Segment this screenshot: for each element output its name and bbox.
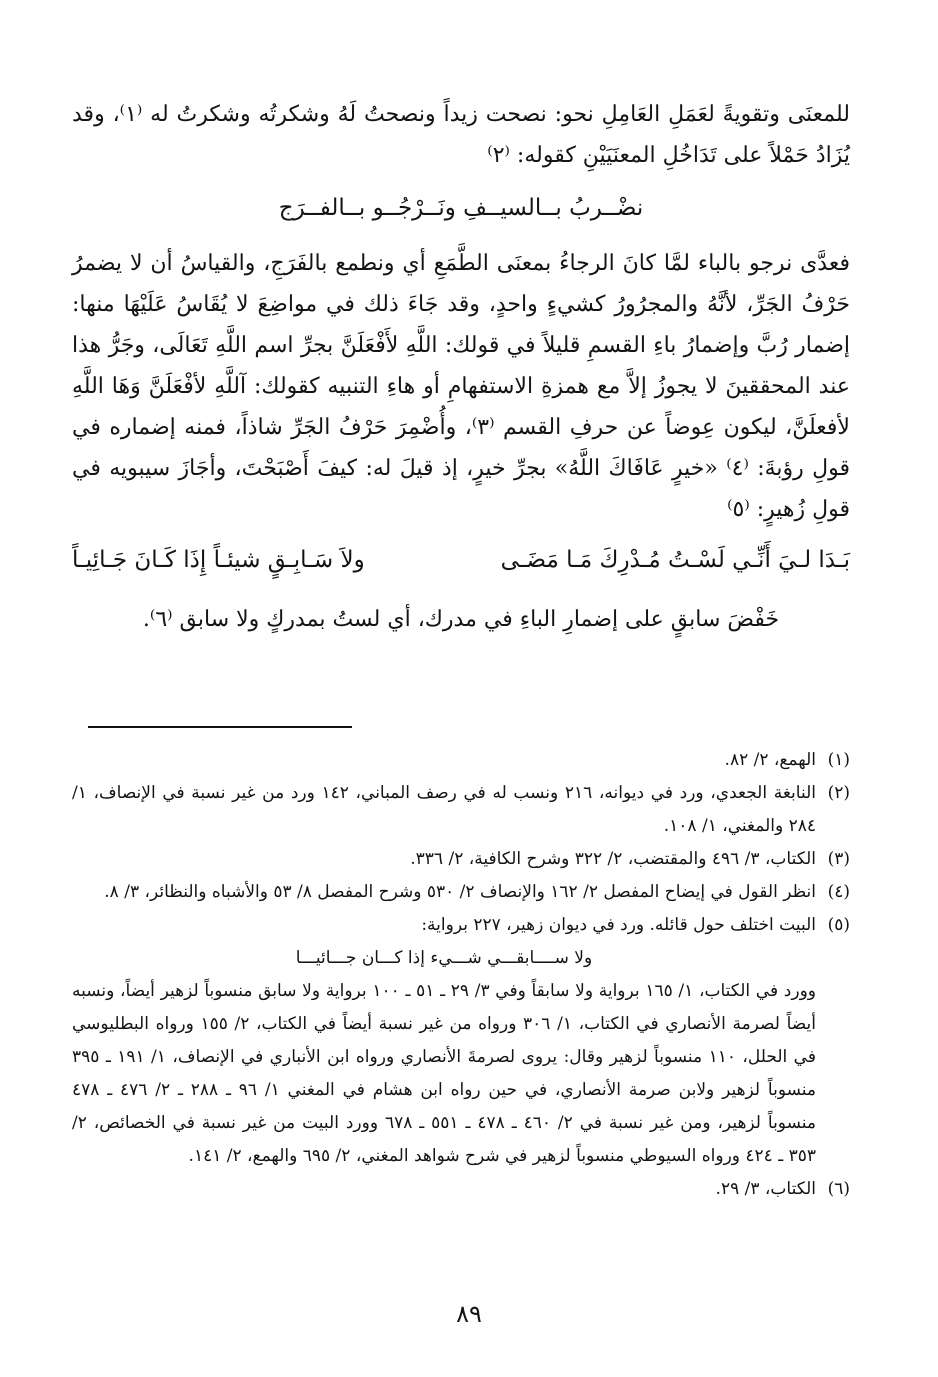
footnote-2	[72, 777, 850, 843]
footnote-1	[72, 744, 850, 777]
footnote-3	[72, 843, 850, 876]
footnote-text: الكتاب، ٣/ ٢٩.	[715, 1179, 816, 1199]
footnote-verse: ولا ســــابقـــي شـــيء إذا كـــان جـــائيـــا	[295, 948, 593, 968]
verse-2	[72, 540, 850, 581]
footnote-4	[72, 876, 850, 909]
footnote-number: (٢)	[827, 783, 850, 803]
page-number: ٨٩	[456, 1300, 482, 1328]
footnote-number: (٣)	[827, 849, 850, 869]
footnote-text: النابغة الجعدي، ورد في ديوانه، ٢١٦ ونسب له في رصف المباني، ١٤٢ ورد من غير نسبة في الإنصاف، ١/ ٢٨٤ والمغني، ١/ ١٠٨.	[72, 783, 816, 836]
footnote-number: (٥)	[827, 915, 850, 935]
footnote-text-continued: وورد في الكتاب، ١/ ١٦٥ برواية ولا سابقاً وفي ٣/ ٢٩ ـ ٥١ ـ ١٠٠ برواية ولا سابق منسوباً لزهير أيضاً، ونسبه أيضاً لصرمة الأنصاري في الكتاب، ١/ ٣٠٦ ورواه من غير نسبة أيضاً في الكتاب، ٢/ ١٥٥ ورواه البطليوسي في الحلل، ١١٠ منسوباً لزهير وقال: يروى لصرمةَ الأنصاري ورواه ابن الأنباري في الإنصاف، ١/ ١٩١ ـ ٣٩٥ منسوباً لزهير ولابن صرمة الأنصاري، في حين رواه ابن هشام في المغني ١/ ٩٦ ـ ٢٨٨ ـ ٢/ ٤٧٦ ـ ٤٧٨ منسوباً لزهير، ومن غير نسبة في ٢/ ٤٦٠ ـ ٤٧٨ ـ ٥٥١ ـ ٦٧٨ وورد البيت من غير نسبة في الخصائص، ٢/ ٣٥٣ ـ ٤٢٤ ورواه السيوطي منسوباً لزهير في شرح شواهد المغني، ٢/ ٦٩٥ والهمع، ٢/ ١٤١.	[72, 981, 817, 1166]
footnote-text: الكتاب، ٣/ ٤٩٦ والمقتضب، ٢/ ٣٢٢ وشرح الكافية، ٢/ ٣٣٦.	[410, 849, 816, 869]
footnote-separator	[88, 726, 352, 728]
footnote-5	[72, 909, 850, 1173]
footnote-number: (٦)	[827, 1179, 850, 1199]
footnote-number: (١)	[827, 750, 850, 770]
main-text	[72, 94, 850, 640]
paragraph-3: خَفْضَ سابقٍ على إضمارِ الباءِ في مدرك، أي لستُ بمدركٍ ولا سابق ⁽٦⁾.	[142, 607, 780, 632]
footnote-text: انظر القول في إيضاح المفصل ٢/ ١٦٢ والإنصاف ٢/ ٥٣٠ وشرح المفصل ٨/ ٥٣ والأشباه والنظائر، ٣/ ٨.	[104, 882, 816, 902]
verse-1: نضْــربُ بــالسيــفِ ونَــرْجُــو بــالفــرَج	[278, 195, 644, 221]
footnote-number: (٤)	[827, 882, 850, 902]
verse-2-first-hemistich: بَـدَا لـيَ أَنِّـي لَسْـتُ مُـدْرِكَ مَـا مَضَـى	[500, 547, 850, 573]
footnotes	[72, 744, 850, 1206]
verse-2-second-hemistich: ولاَ سَـابِـقٍ شيئـاً إِذَا كَـانَ جَـائِيـاً	[72, 547, 365, 573]
paragraph-2: فعدَّى نرجو بالباء لمَّا كانَ الرجاءُ بمعنَى الطَّمَعِ أي ونطمع بالفَرَجِ، والقياسُ أن لا يضمرُ حَرْفُ الجَرِّ، لأنَّهُ والمجرُورُ كشيءٍ واحدٍ، وقد جَاءَ ذلك في مواضِعَ لا يُقَاسُ عَلَيْهَا منها: إضمار رُبَّ وإضمارُ باءِ القسمِ قليلاً في قولك: اللَّهِ لأَفْعَلَنَّ بجرِّ اسم اللَّهِ تَعَالَى، وجَرُّ هذا عند المحققينَ لا يجوزُ إلاَّ مع همزةِ الاستفهامِ أو هاءِ التنبيه كقولك: آللَّهِ لأفْعَلَنَّ وَهَا اللَّهِ لأفعلَنَّ، ليكون عِوضاً عن حرفِ القسم ⁽٣⁾، وأُضْمِرَ حَرْفُ الجَرِّ شاذاً، فمنه إضماره في قولِ رؤبةَ: ⁽٤⁾ «خيرٍ عَافَاكَ اللَّهُ» بجرِّ خيرٍ، إذ قيلَ له: كيفَ أَصْبَحْتَ، وأجَازَ سيبويه في قولِ زُهيرٍ: ⁽٥⁾	[72, 251, 850, 522]
footnote-text: البيت اختلف حول قائله. ورد في ديوان زهير، ٢٢٧ برواية:	[421, 915, 816, 935]
paragraph-1: للمعنَى وتقويةً لعَمَلِ العَامِلِ نحو: نصحت زيداً ونصحتُ لَهُ وشكرتُه وشكرتُ له ⁽١⁾، وقد يُزَادُ حَمْلاً على تَدَاخُلِ المعنَيَيْنِ كقوله: ⁽٢⁾	[72, 102, 850, 168]
footnote-text: الهمع، ٢/ ٨٢.	[724, 750, 816, 770]
footnote-6	[72, 1173, 850, 1206]
